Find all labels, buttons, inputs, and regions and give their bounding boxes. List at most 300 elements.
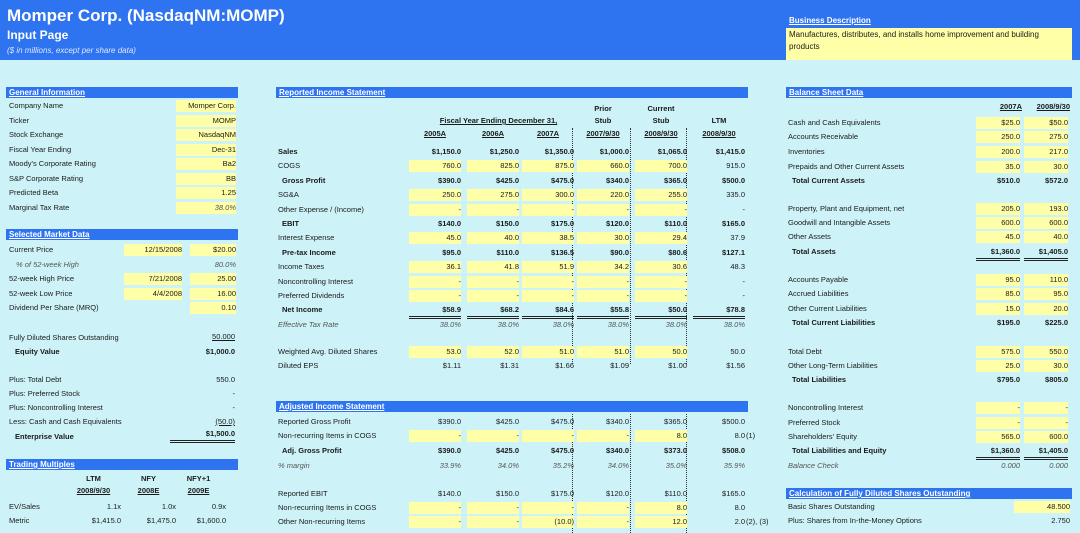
income-value[interactable]: 300.0: [522, 189, 574, 201]
balance-value[interactable]: -: [1024, 417, 1068, 429]
income-row-label: Effective Tax Rate: [278, 319, 339, 329]
adjusted-row-label: Other Non-recurring Items: [278, 517, 366, 526]
eps-value[interactable]: 50.0: [635, 346, 687, 358]
balance-value: $1,405.0: [1024, 246, 1068, 261]
balance-value: $795.0: [997, 375, 1020, 384]
income-value: $390.0: [438, 175, 461, 185]
adjusted-value: $390.0: [438, 417, 461, 426]
income-value[interactable]: 38.5: [522, 232, 574, 244]
adjusted-value: $425.0: [496, 417, 519, 426]
income-value[interactable]: 255.0: [635, 189, 687, 201]
income-value[interactable]: -: [522, 290, 574, 302]
income-value: $110.0: [496, 247, 519, 257]
balance-row-label: Goodwill and Intangible Assets: [788, 218, 891, 227]
adjusted-value[interactable]: 12.0: [635, 516, 687, 528]
adjusted-value: 2.0: [734, 517, 745, 526]
income-value: 38.0%: [723, 319, 745, 329]
income-value: $84.6: [522, 304, 574, 319]
income-value[interactable]: -: [467, 204, 519, 216]
income-value: $1,000.0: [599, 147, 629, 156]
balance-value[interactable]: 193.0: [1024, 203, 1068, 215]
ev-bridge-label: Plus: Noncontrolling Interest: [9, 403, 103, 412]
adjusted-row-label: Non-recurring Items in COGS: [278, 431, 377, 440]
general-info-title: General Information: [6, 87, 238, 98]
income-value: $95.0: [442, 247, 461, 257]
income-value: 48.3: [730, 262, 745, 272]
adjusted-value[interactable]: -: [409, 502, 461, 514]
balance-row-label: Balance Check: [788, 461, 839, 470]
income-value[interactable]: 660.0: [577, 160, 629, 172]
market-data-label: Dividend Per Share (MRQ): [9, 303, 99, 312]
income-row-label: Noncontrolling Interest: [278, 276, 354, 286]
eps-value: 50.0: [730, 347, 745, 356]
adjusted-value[interactable]: -: [522, 502, 574, 514]
adjusted-row-label: Adj. Gross Profit: [282, 446, 342, 455]
ev-bridge-value: -: [232, 403, 235, 412]
market-data-value[interactable]: 0.10: [190, 302, 236, 314]
adjusted-value[interactable]: (10.0): [522, 516, 574, 528]
income-value: 38.0%: [607, 319, 629, 329]
adjusted-value: $373.0: [664, 446, 687, 455]
eps-value[interactable]: 51.0: [577, 346, 629, 358]
income-value: $1,250.0: [489, 147, 519, 156]
income-value[interactable]: -: [635, 276, 687, 288]
balance-value[interactable]: 200.0: [976, 146, 1020, 158]
adjusted-value[interactable]: -: [577, 430, 629, 442]
market-data-value[interactable]: $20.00: [190, 244, 236, 256]
adjusted-value: $165.0: [722, 489, 745, 498]
market-data-date[interactable]: 7/21/2008: [124, 273, 182, 285]
adjusted-value: 35.2%: [552, 461, 574, 470]
adjusted-value[interactable]: -: [467, 516, 519, 528]
balance-value[interactable]: 600.0: [1024, 217, 1068, 229]
adjusted-value: $140.0: [438, 489, 461, 498]
eps-value[interactable]: 52.0: [467, 346, 519, 358]
income-value: 37.9: [730, 233, 745, 243]
fdso-calc-value: 2.750: [1051, 516, 1070, 525]
balance-value[interactable]: 600.0: [1024, 431, 1068, 443]
income-value: 38.0%: [439, 319, 461, 329]
income-value[interactable]: 34.2: [577, 261, 629, 273]
balance-value[interactable]: 30.0: [1024, 360, 1068, 372]
income-value[interactable]: -: [635, 290, 687, 302]
market-data-title: Selected Market Data: [6, 229, 238, 240]
income-value[interactable]: 40.0: [467, 232, 519, 244]
balance-value[interactable]: 35.0: [976, 161, 1020, 173]
income-value: $1,415.0: [715, 147, 745, 156]
income-row-label: EBIT: [282, 219, 300, 228]
equity-value: $1,000.0: [205, 347, 235, 356]
general-info-label: Stock Exchange: [9, 130, 64, 139]
adjusted-value[interactable]: -: [409, 516, 461, 528]
multiples-value: 1.0x: [161, 502, 176, 511]
adjusted-value[interactable]: -: [467, 430, 519, 442]
income-row-label: Preferred Dividends: [278, 291, 345, 300]
ev-bridge-label: Plus: Total Debt: [9, 375, 62, 384]
balance-row-label: Total Debt: [788, 347, 822, 356]
balance-row-label: Cash and Cash Equivalents: [788, 118, 881, 127]
ev-bridge-value: 550.0: [216, 375, 235, 384]
adjusted-value[interactable]: -: [409, 430, 461, 442]
adjusted-value: $340.0: [606, 446, 629, 455]
general-info-label: Ticker: [9, 115, 30, 125]
income-value: $1,350.0: [544, 147, 574, 156]
eps-row-label: Weighted Avg. Diluted Shares: [278, 347, 378, 356]
income-value[interactable]: 29.4: [635, 232, 687, 244]
adjusted-value[interactable]: 8.0: [635, 502, 687, 514]
income-row-label: Income Taxes: [278, 262, 325, 272]
balance-row-label: Total Liabilities and Equity: [792, 446, 887, 455]
balance-row-label: Other Current Liabilities: [788, 304, 867, 313]
income-row-label: SG&A: [278, 190, 299, 200]
income-value[interactable]: -: [467, 290, 519, 302]
adjusted-value: $120.0: [606, 489, 629, 498]
income-value: $165.0: [722, 219, 745, 228]
income-value: 915.0: [726, 161, 745, 171]
balance-value[interactable]: 550.0: [1024, 346, 1068, 358]
balance-value[interactable]: 95.0: [976, 274, 1020, 286]
balance-row-label: Other Long-Term Liabilities: [788, 361, 878, 370]
ev-bridge-table: [6, 374, 238, 430]
market-data-value[interactable]: 25.00: [190, 273, 236, 285]
multiples-value: 0.9x: [211, 502, 226, 511]
income-value[interactable]: 760.0: [409, 160, 461, 172]
balance-value[interactable]: 565.0: [976, 431, 1020, 443]
fdso-label: Fully Diluted Shares Outstanding: [9, 333, 119, 342]
balance-value[interactable]: 15.0: [976, 303, 1020, 315]
income-value[interactable]: -: [577, 276, 629, 288]
income-value[interactable]: 875.0: [522, 160, 574, 172]
multiples-value: 1.1x: [106, 502, 121, 511]
enterprise-value: $1,500.0: [170, 428, 235, 443]
adjusted-value[interactable]: -: [522, 430, 574, 442]
income-value[interactable]: -: [522, 276, 574, 288]
balance-row-label: Shareholders' Equity: [788, 432, 857, 441]
income-value: $58.9: [409, 304, 461, 319]
multiples-row-label: Metric: [9, 516, 30, 525]
income-value: $175.0: [551, 219, 574, 228]
income-value[interactable]: -: [409, 204, 461, 216]
balance-value: 0.000: [1001, 461, 1020, 470]
general-info-label: Moody's Corporate Rating: [9, 159, 96, 168]
adjusted-value: $365.0: [664, 417, 687, 426]
income-value: $50.0: [635, 304, 687, 319]
balance-value: $510.0: [997, 176, 1020, 185]
market-data-label: 52-week High Price: [9, 274, 75, 283]
income-col-header: 2008/9/30: [644, 129, 678, 138]
adjusted-value: $425.0: [496, 446, 519, 455]
income-value: -: [742, 276, 745, 286]
adjusted-value: $500.0: [722, 417, 745, 426]
adjusted-value: 33.9%: [439, 461, 461, 470]
balance-value[interactable]: 205.0: [976, 203, 1020, 215]
adjusted-income-title: Adjusted Income Statement: [276, 401, 748, 412]
general-info-label: S&P Corporate Rating: [9, 173, 84, 183]
income-value[interactable]: 41.8: [467, 261, 519, 273]
ev-bridge-value: (50.0): [215, 417, 235, 426]
adjusted-value: $110.0: [664, 489, 687, 498]
general-info-value[interactable]: Dec-31: [176, 144, 236, 156]
multiples-value: $1,600.0: [196, 516, 226, 525]
eps-value[interactable]: 53.0: [409, 346, 461, 358]
balance-value[interactable]: -: [976, 402, 1020, 414]
balance-value[interactable]: 85.0: [976, 288, 1020, 300]
balance-value[interactable]: 25.0: [976, 360, 1020, 372]
adjusted-value: 35.9%: [723, 461, 745, 470]
income-value[interactable]: -: [577, 204, 629, 216]
adjusted-value[interactable]: -: [577, 516, 629, 528]
footnote-ref: (1): [746, 431, 756, 440]
eps-value[interactable]: 51.0: [522, 346, 574, 358]
page-subtitle: Input Page: [7, 28, 69, 42]
income-value: $150.0: [496, 219, 519, 228]
income-statement-title: Reported Income Statement: [276, 87, 748, 98]
general-info-table: [6, 100, 238, 218]
income-value[interactable]: -: [467, 276, 519, 288]
multiples-period: 2008/9/30: [76, 486, 111, 495]
income-value: -: [742, 291, 745, 300]
multiples-header: NFY+1: [186, 474, 211, 483]
adjusted-row-label: Reported Gross Profit: [278, 417, 351, 426]
adjusted-value: $175.0: [551, 489, 574, 498]
balance-value[interactable]: 95.0: [1024, 288, 1068, 300]
balance-value[interactable]: 575.0: [976, 346, 1020, 358]
adjusted-value[interactable]: -: [467, 502, 519, 514]
balance-row-label: Inventories: [788, 147, 825, 156]
balance-col-header: 2008/9/30: [1036, 102, 1070, 111]
balance-value[interactable]: -: [976, 417, 1020, 429]
income-value: $120.0: [606, 219, 629, 228]
general-info-label: Fiscal Year Ending: [9, 144, 72, 154]
income-value[interactable]: 275.0: [467, 189, 519, 201]
eps-value: $1.00: [668, 361, 687, 370]
balance-row-label: Prepaids and Other Current Assets: [788, 162, 905, 171]
general-info-value[interactable]: 1.25: [176, 187, 236, 199]
adjusted-row-label: Reported EBIT: [278, 489, 328, 498]
income-value: $55.8: [577, 304, 629, 319]
income-value: 38.0%: [665, 319, 687, 329]
income-value: -: [742, 204, 745, 214]
footnote-ref: (2), (3): [746, 517, 769, 526]
income-value[interactable]: -: [409, 290, 461, 302]
balance-value[interactable]: 110.0: [1024, 274, 1068, 286]
balance-value[interactable]: 20.0: [1024, 303, 1068, 315]
market-data-label: 52-week Low Price: [9, 288, 73, 298]
eps-value: $1.11: [442, 361, 461, 370]
balance-value[interactable]: 600.0: [976, 217, 1020, 229]
multiples-header: LTM: [86, 474, 101, 483]
eps-row-label: Diluted EPS: [278, 361, 319, 370]
income-value[interactable]: 220.0: [577, 189, 629, 201]
general-info-value[interactable]: NasdaqNM: [176, 129, 236, 141]
adjusted-value: $475.0: [551, 417, 574, 426]
balance-col-header: 2007A: [999, 102, 1022, 111]
balance-value[interactable]: 40.0: [1024, 231, 1068, 243]
income-value: $1,065.0: [657, 147, 687, 156]
income-row-label: COGS: [278, 161, 301, 171]
market-data-label: % of 52-week High: [16, 259, 79, 269]
income-value[interactable]: 825.0: [467, 160, 519, 172]
general-info-label: Company Name: [9, 101, 64, 110]
prior-stub-header: Prior: [594, 104, 612, 113]
income-row-label: Net Income: [282, 305, 323, 315]
income-value[interactable]: -: [577, 290, 629, 302]
fdso-calc-label: Basic Shares Outstanding: [788, 502, 875, 511]
income-value[interactable]: -: [635, 204, 687, 216]
income-row-label: Sales: [278, 147, 298, 156]
balance-row-label: Preferred Stock: [788, 418, 841, 427]
balance-value[interactable]: 217.0: [1024, 146, 1068, 158]
balance-row-label: Total Current Liabilities: [792, 318, 876, 327]
income-value: $1,150.0: [431, 147, 461, 156]
balance-value[interactable]: 250.0: [976, 131, 1020, 143]
income-value: $340.0: [606, 175, 629, 185]
trading-multiples-table: [6, 473, 238, 533]
balance-value[interactable]: -: [1024, 402, 1068, 414]
income-value: $365.0: [664, 175, 687, 185]
adjusted-value: 34.0%: [607, 461, 629, 470]
general-info-label: Predicted Beta: [9, 188, 59, 197]
general-info-label: Marginal Tax Rate: [9, 202, 70, 212]
adjusted-value: 35.0%: [665, 461, 687, 470]
balance-value: $1,360.0: [976, 246, 1020, 261]
fdso-calc-table: [786, 501, 1076, 533]
balance-value: $225.0: [1045, 318, 1068, 327]
multiples-row-label: EV/Sales: [9, 502, 40, 511]
balance-row-label: Total Liabilities: [792, 375, 847, 384]
balance-value: 0.000: [1049, 461, 1068, 470]
balance-row-label: Property, Plant and Equipment, net: [788, 204, 905, 213]
income-value: $78.8: [693, 304, 745, 319]
fdso-calc-title: Calculation of Fully Diluted Shares Outstanding: [786, 488, 1072, 499]
income-value[interactable]: 45.0: [409, 232, 461, 244]
fdso-calc-value[interactable]: 48.500: [1014, 501, 1070, 513]
enterprise-value-label: Enterprise Value: [15, 432, 74, 441]
balance-value: $572.0: [1045, 176, 1068, 185]
general-info-value[interactable]: BB: [176, 173, 236, 185]
current-stub-header: Current: [647, 104, 675, 113]
balance-value[interactable]: 275.0: [1024, 131, 1068, 143]
income-value: 38.0%: [497, 319, 519, 329]
eps-value: $1.56: [726, 361, 745, 370]
balance-value[interactable]: 45.0: [976, 231, 1020, 243]
balance-value: $195.0: [997, 318, 1020, 327]
income-value[interactable]: 700.0: [635, 160, 687, 172]
balance-row-label: Noncontrolling Interest: [788, 403, 864, 412]
ev-bridge-label: Plus: Preferred Stock: [9, 389, 80, 398]
income-col-header: 2008/9/30: [702, 129, 736, 138]
income-col-header: 2007A: [536, 129, 560, 138]
income-row-label: Pre-tax Income: [282, 247, 336, 257]
balance-value[interactable]: $50.0: [1024, 117, 1068, 129]
multiples-value: $1,415.0: [91, 516, 121, 525]
balance-value: $1,405.0: [1024, 445, 1068, 460]
income-value[interactable]: 250.0: [409, 189, 461, 201]
adjusted-value: $475.0: [551, 446, 574, 455]
business-description-cell[interactable]: Manufactures, distributes, and installs home improvement and building products: [786, 28, 1072, 60]
adjusted-value[interactable]: -: [577, 502, 629, 514]
equity-value-label: Equity Value: [15, 347, 60, 356]
balance-sheet-table: [786, 100, 1076, 475]
multiples-period: 2009E: [187, 486, 210, 495]
income-value: $475.0: [551, 175, 574, 185]
ltm-header: LTM: [711, 116, 727, 125]
adjusted-income-table: [276, 414, 769, 533]
balance-value[interactable]: 30.0: [1024, 161, 1068, 173]
market-data-table: [6, 244, 238, 319]
adjusted-row-label: Non-recurring Items in COGS: [278, 503, 377, 512]
balance-row-label: Total Current Assets: [792, 176, 865, 185]
income-value: $140.0: [438, 219, 461, 228]
income-value: $136.5: [551, 247, 574, 257]
income-value: $80.6: [668, 247, 687, 257]
units-note: ($ in millions, except per share data): [7, 46, 136, 55]
stub-divider: [630, 128, 631, 364]
income-col-header: 2005A: [423, 129, 447, 138]
income-value[interactable]: 30.0: [577, 232, 629, 244]
adjusted-value: $390.0: [438, 446, 461, 455]
stub-divider: [630, 414, 631, 533]
balance-row-label: Accounts Payable: [788, 275, 849, 284]
income-col-header: 2007/9/30: [586, 129, 620, 138]
adjusted-value: 8.0: [734, 503, 745, 512]
balance-value[interactable]: $25.0: [976, 117, 1020, 129]
adjusted-value[interactable]: 8.0: [635, 430, 687, 442]
market-data-value: 80.0%: [214, 259, 236, 269]
eps-value: $1.09: [610, 361, 629, 370]
balance-row-label: Accounts Receivable: [788, 132, 859, 141]
balance-row-label: Total Assets: [792, 247, 836, 256]
income-value[interactable]: -: [409, 276, 461, 288]
income-value[interactable]: -: [522, 204, 574, 216]
eps-value: $1.66: [555, 361, 574, 370]
market-data-date[interactable]: 4/4/2008: [124, 288, 182, 300]
multiples-value: $1,475.0: [146, 516, 176, 525]
income-value: $500.0: [722, 175, 745, 185]
trading-multiples-title: Trading Multiples: [6, 459, 238, 470]
income-value[interactable]: 30.6: [635, 261, 687, 273]
ev-bridge-value: -: [232, 389, 235, 398]
income-value: $90.0: [610, 247, 629, 257]
general-info-value[interactable]: MOMP: [176, 115, 236, 127]
adjusted-value: $150.0: [496, 489, 519, 498]
multiples-period: 2008E: [137, 486, 160, 495]
fiscal-year-header: Fiscal Year Ending December 31,: [439, 116, 558, 125]
balance-sheet-title: Balance Sheet Data: [786, 87, 1072, 98]
income-row-label: Gross Profit: [282, 175, 326, 185]
adjusted-value: 34.0%: [497, 461, 519, 470]
market-data-value[interactable]: 16.00: [190, 288, 236, 300]
income-value[interactable]: 51.9: [522, 261, 574, 273]
adjusted-value: $340.0: [606, 417, 629, 426]
income-value: $110.0: [664, 219, 687, 228]
multiples-header: NFY: [141, 474, 156, 483]
fdso-value[interactable]: 50.000: [212, 332, 235, 341]
ev-bridge-label: Less: Cash and Cash Equivalents: [9, 417, 122, 426]
income-row-label: Other Expense / (Income): [278, 204, 364, 214]
adjusted-value: $508.0: [722, 446, 745, 455]
balance-row-label: Accrued Liabilities: [788, 289, 849, 298]
market-data-date[interactable]: 12/15/2008: [124, 244, 182, 256]
fdso-calc-label: Plus: Shares from In-the-Money Options: [788, 516, 922, 525]
general-info-value[interactable]: Momper Corp.: [176, 100, 236, 112]
income-col-header: 2006A: [481, 129, 505, 138]
income-row-label: Interest Expense: [278, 233, 335, 243]
income-value[interactable]: 36.1: [409, 261, 461, 273]
general-info-value[interactable]: Ba2: [176, 158, 236, 170]
general-info-value[interactable]: 38.0%: [176, 202, 236, 214]
balance-row-label: Other Assets: [788, 232, 831, 241]
